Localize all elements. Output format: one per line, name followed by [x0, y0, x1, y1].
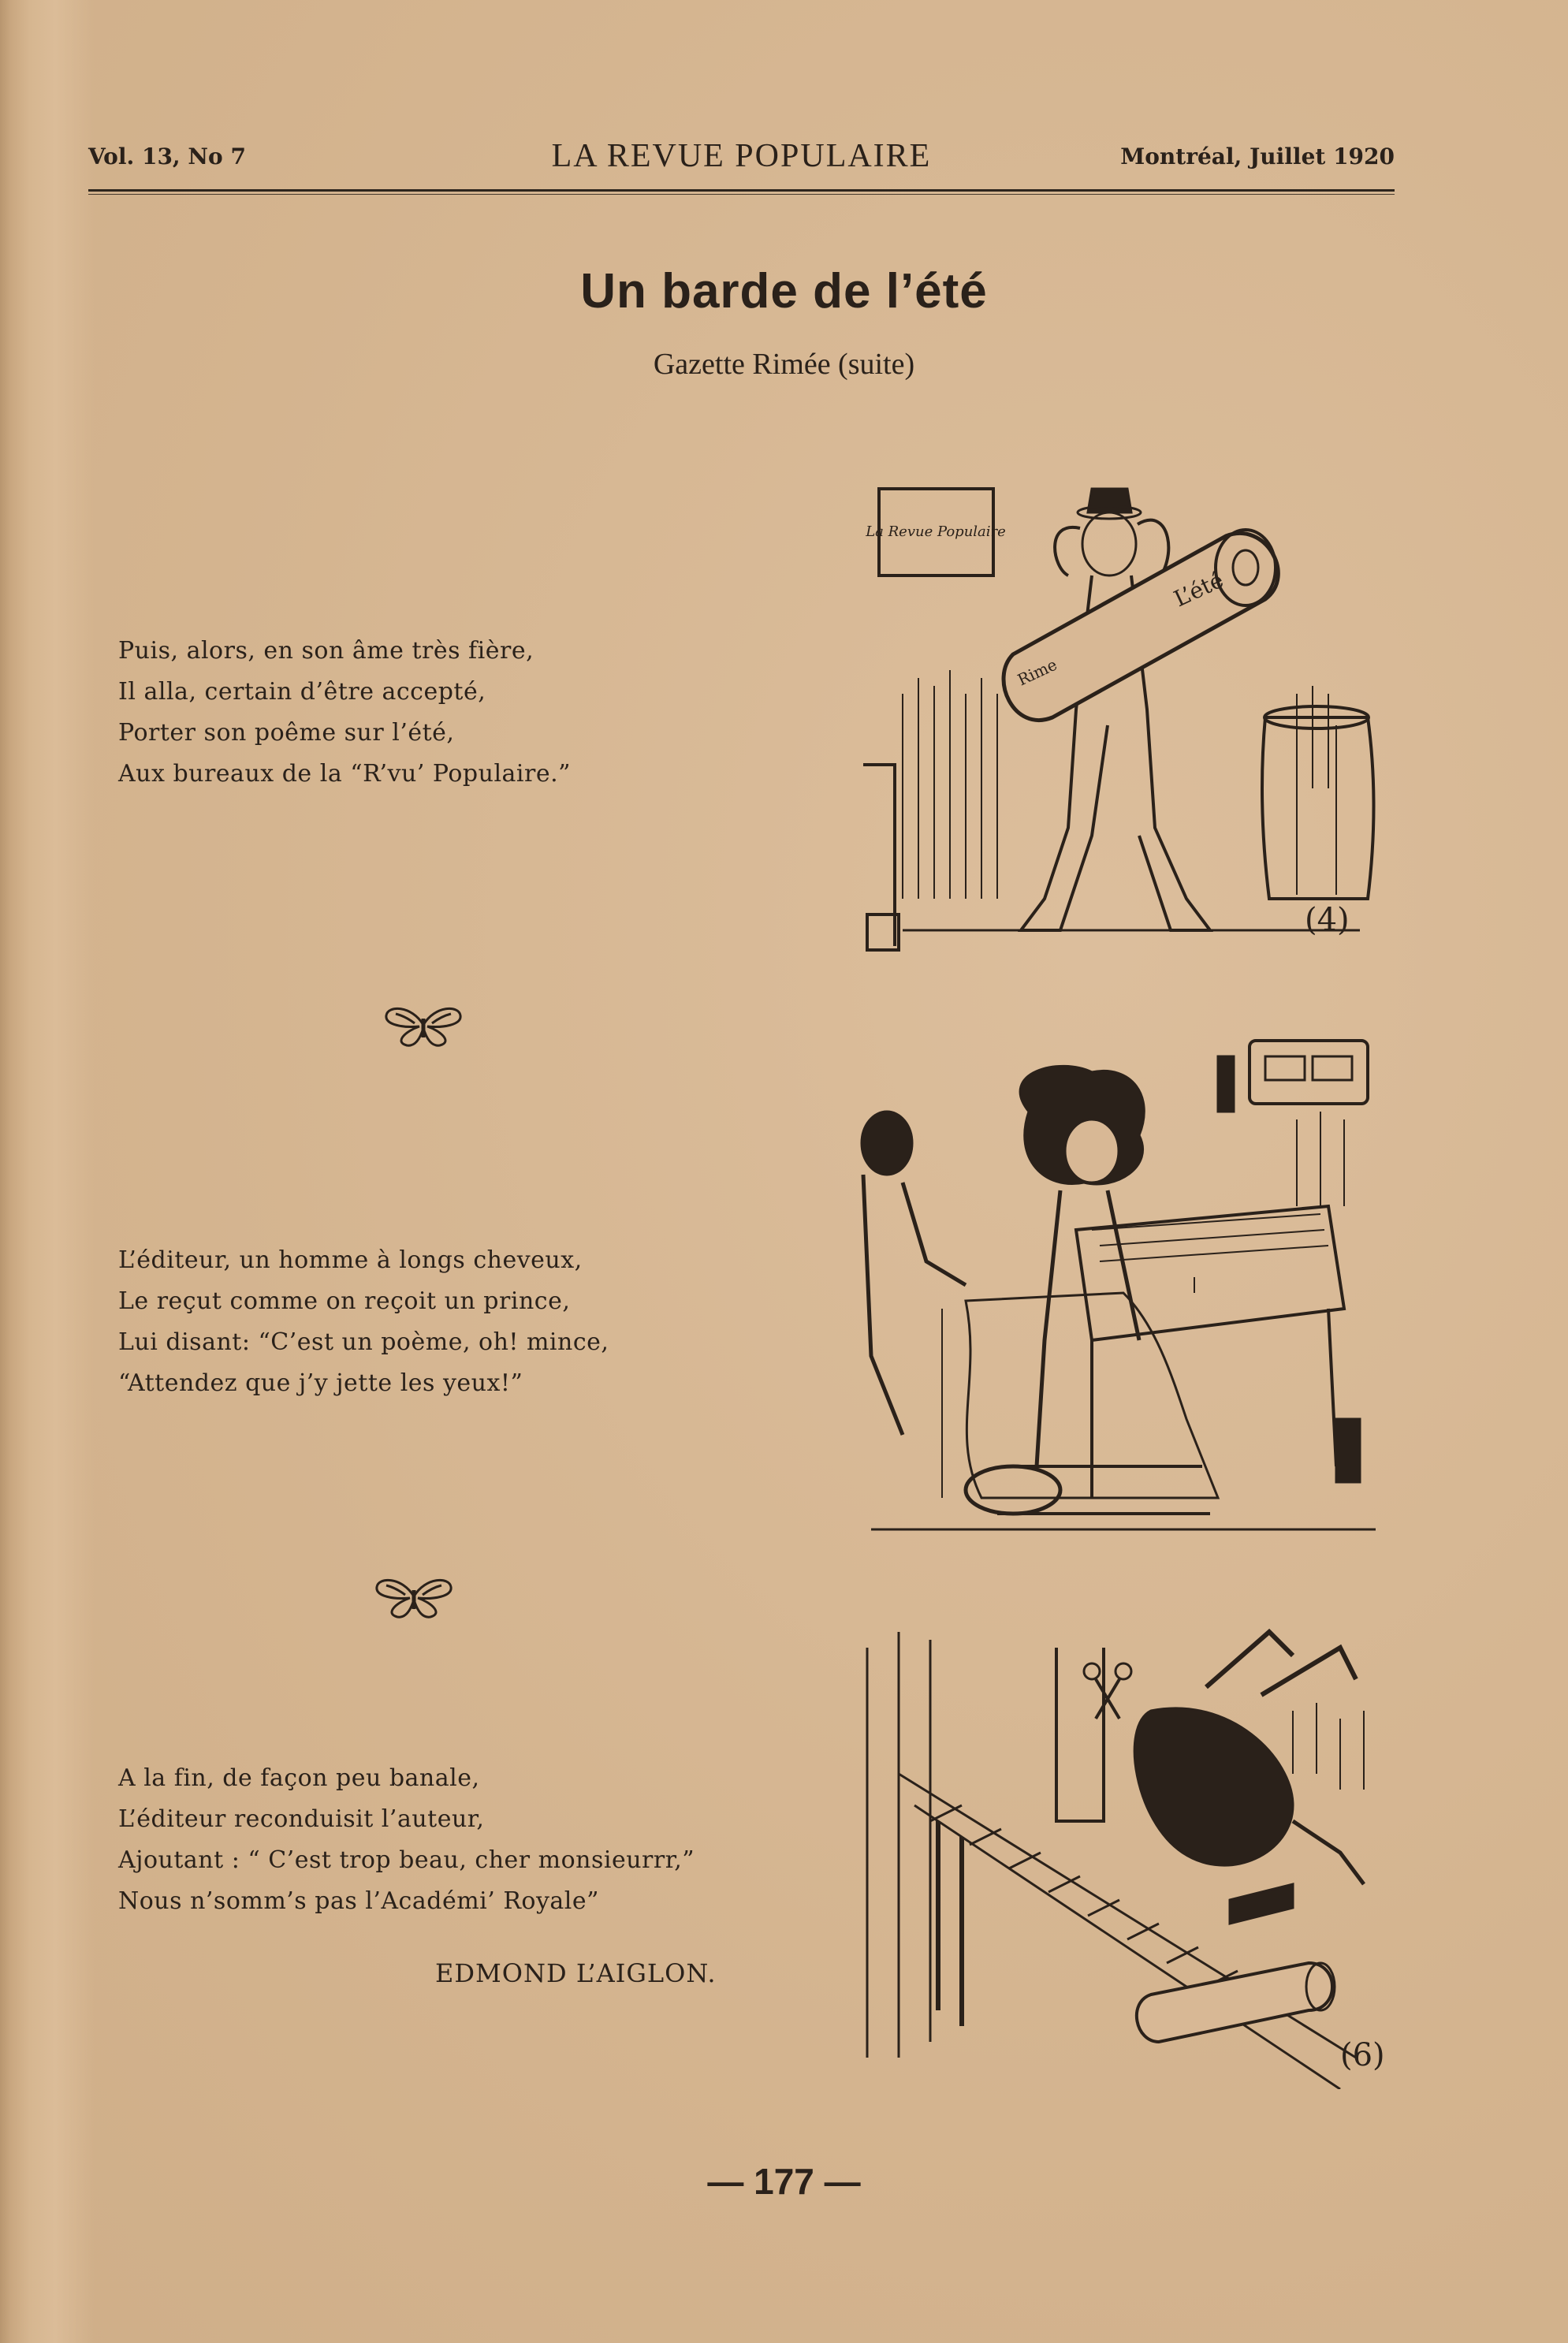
verse-line: Nous n’somm’s pas l’Académi’ Royale”	[118, 1887, 599, 1915]
verse-line: Il alla, certain d’être accepté,	[118, 678, 486, 706]
verse-line: “Attendez que j’y jette les yeux!”	[118, 1369, 523, 1397]
page-number: — 177 —	[707, 2161, 861, 2202]
verse-line: L’éditeur reconduisit l’auteur,	[118, 1805, 485, 1833]
illustration-caption: (6)	[1340, 2037, 1385, 2073]
running-header	[88, 132, 1395, 188]
illustration-caption: (4)	[1305, 902, 1350, 938]
header-rule	[88, 189, 1395, 192]
publication-name: LA REVUE POPULAIRE	[551, 138, 932, 174]
verse-line: Lui disant: “C’est un poème, oh! mince,	[118, 1328, 609, 1356]
stanza-1	[118, 631, 828, 795]
illustration-poet-with-roll	[855, 457, 1391, 970]
sign-text: La Revue Populaire	[866, 523, 1006, 540]
article-subtitle: Gazette Rimée (suite)	[653, 348, 915, 381]
verse-line: Le reçut comme on reçoit un prince,	[118, 1287, 571, 1315]
roll-label: L’été	[1170, 566, 1228, 613]
butterfly-ornament-icon	[371, 1573, 457, 1620]
header-rule-thin	[88, 194, 1395, 195]
verse-line: Ajoutant : “ C’est trop beau, cher monsieurrr,”	[118, 1846, 695, 1874]
verse-line: Puis, alors, en son âme très fière,	[118, 637, 534, 665]
verse-line: A la fin, de façon peu banale,	[118, 1764, 480, 1792]
volume-number: Vol. 13, No 7	[88, 143, 246, 169]
article-title: Un barde de l’été	[580, 264, 988, 318]
stanza-2	[118, 1240, 828, 1404]
illustration-editor-reading	[855, 1025, 1391, 1537]
author-signature: EDMOND L’AIGLON.	[435, 1958, 717, 1988]
butterfly-ornament-icon	[380, 1001, 467, 1049]
stanza-3	[118, 1758, 828, 1922]
issue-date: Montréal, Juillet 1920	[1120, 143, 1395, 169]
verse-line: L’éditeur, un homme à longs cheveux,	[118, 1246, 583, 1274]
verse-line: Aux bureaux de la “R’vu’ Populaire.”	[118, 760, 571, 788]
illustration-poet-thrown-out	[851, 1616, 1395, 2089]
roll-label-small: Rime	[1014, 654, 1060, 690]
verse-line: Porter son poême sur l’été,	[118, 719, 455, 747]
